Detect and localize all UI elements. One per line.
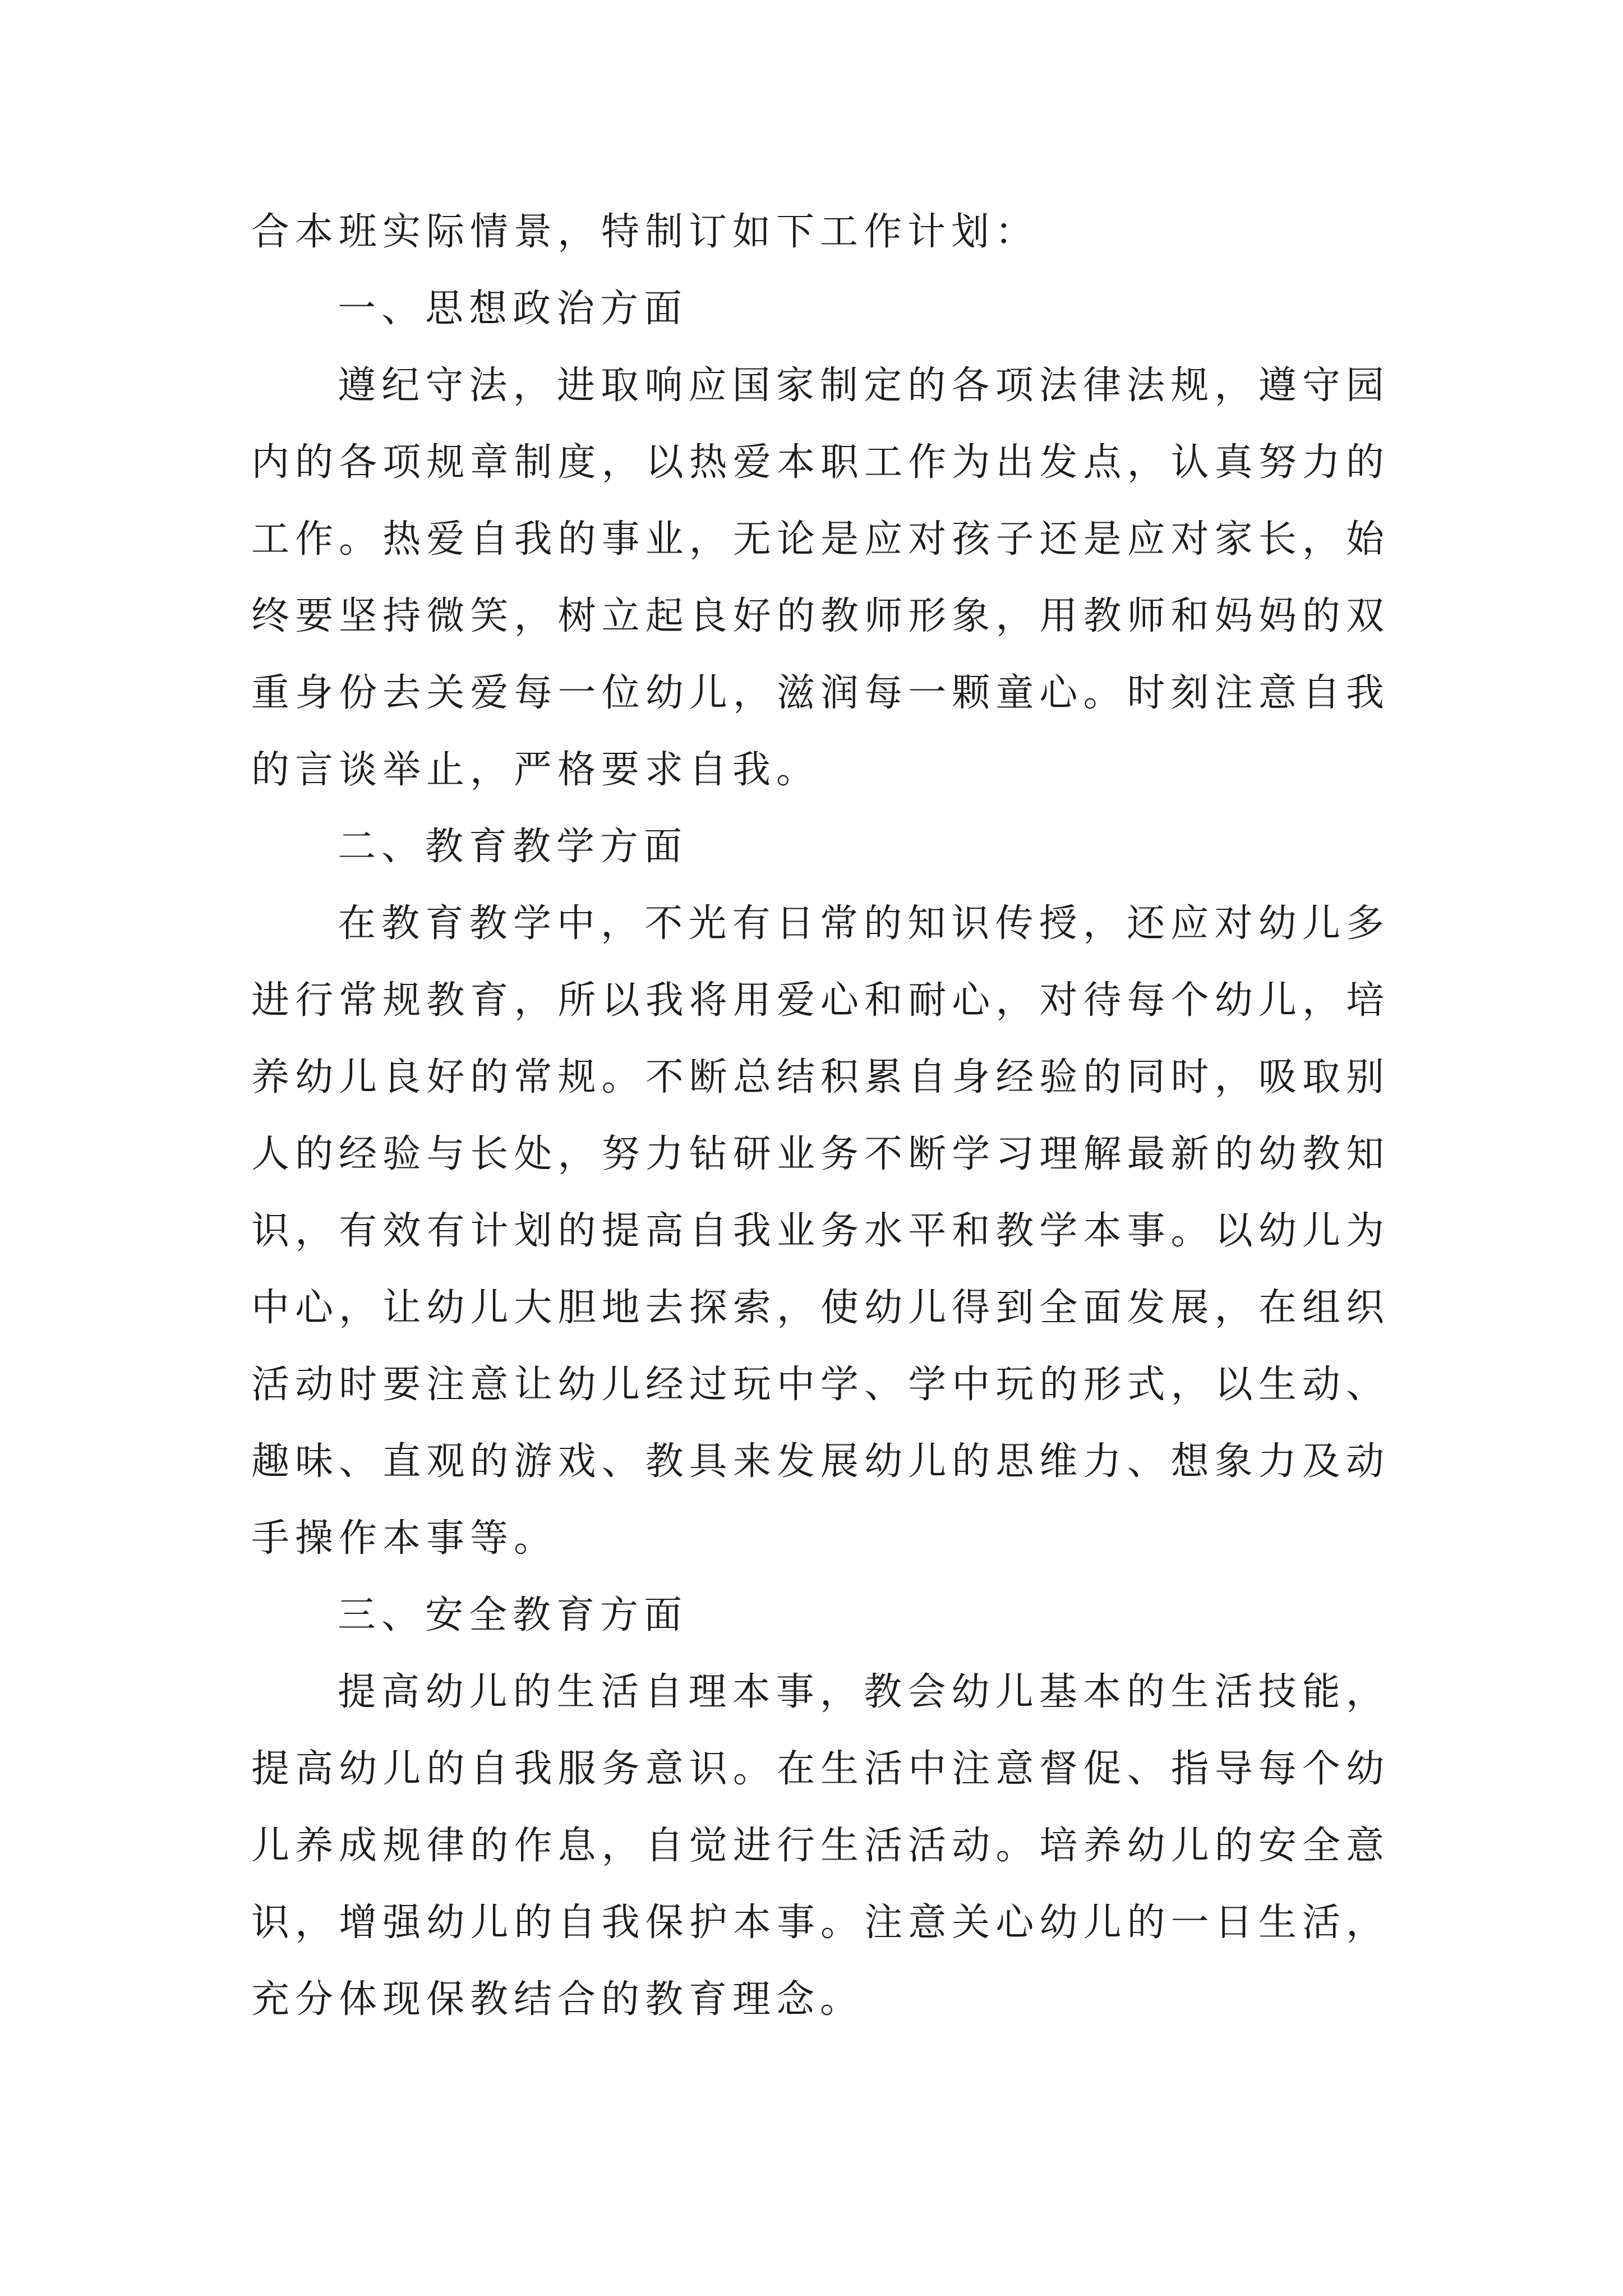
section-body-2: 在教育教学中，不光有日常的知识传授，还应对幼儿多进行常规教育，所以我将用爱心和耐心，对待每个幼儿，培养幼儿良好的常规。不断总结积累自身经验的同时，吸取别人的经验与长处，努力钻研业务不断学习理解最新的幼教知识，有效有计划的提高自我业务水平和教学本事。以幼儿为中心，让幼儿大胆地去探索，使幼儿得到全面发展，在组织活动时要注意让幼儿经过玩中学、学中玩的形式，以生动、趣味、直观的游戏、教具来发展幼儿的思维力、想象力及动手操作本事等。 xyxy=(251,901,1390,1561)
section-heading-2: 二、教育教学方面 xyxy=(338,825,688,869)
section-heading-3: 三、安全教育方面 xyxy=(338,1593,688,1637)
document-body xyxy=(251,194,1390,2038)
section-heading-1: 一、思想政治方面 xyxy=(338,287,688,331)
opening-line: 合本班实际情景，特制订如下工作计划： xyxy=(251,210,1039,254)
section-body-1: 遵纪守法，进取响应国家制定的各项法律法规，遵守园内的各项规章制度，以热爱本职工作为出发点，认真努力的工作。热爱自我的事业，无论是应对孩子还是应对家长，始终要坚持微笑，树立起良好的教师形象，用教师和妈妈的双重身份去关爱每一位幼儿，滋润每一颗童心。时刻注意自我的言谈举止，严格要求自我。 xyxy=(251,364,1390,792)
section-body-3: 提高幼儿的生活自理本事，教会幼儿基本的生活技能，提高幼儿的自我服务意识。在生活中注意督促、指导每个幼儿养成规律的作息，自觉进行生活活动。培养幼儿的安全意识，增强幼儿的自我保护本事。注意关心幼儿的一日生活，充分体现保教结合的教育理念。 xyxy=(251,1670,1390,2022)
